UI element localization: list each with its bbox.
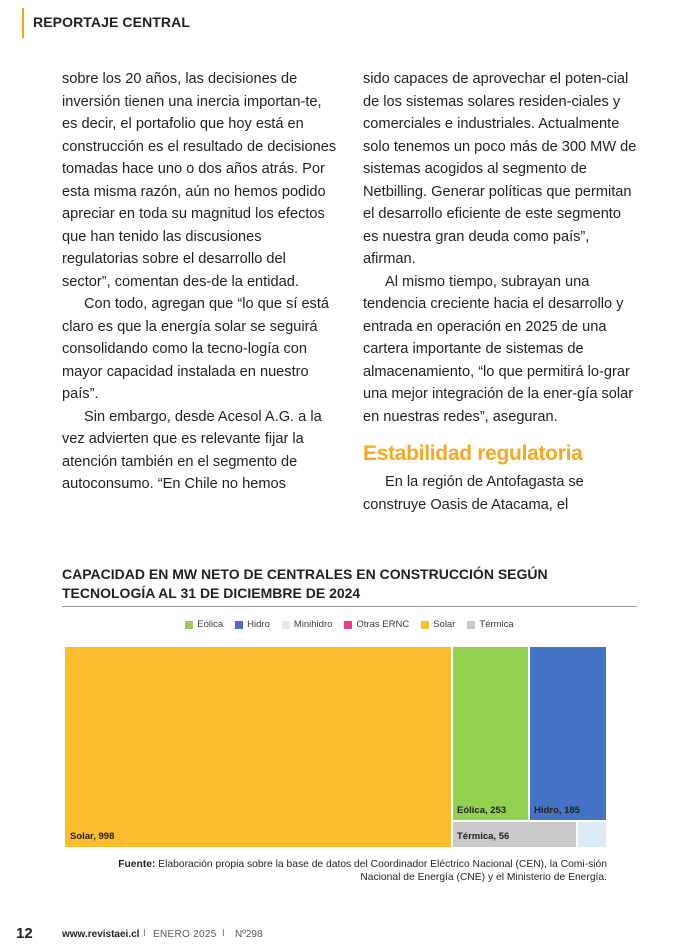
tile-label-termica: Térmica, 56 [457,831,510,842]
article-paragraph: sobre los 20 años, las decisiones de inversión tienen una inercia importan-te, es decir, el portafolio que hoy está en construcción es el resultado de decisiones tomadas hace uno o dos años atrás. Por esta misma razón, aún no hemos podido apreciar en toda su magnitud los efectos que han tenido las discusiones regulatorias sobre el desarrollo del sector”, comentan des-de la entidad. [62,71,337,290]
tile-label-eolica: Eólica, 253 [457,805,507,816]
article-subheading: Estabilidad regulatoria [363,442,583,465]
legend-swatch [344,621,352,629]
tile-label-solar: Solar, 998 [70,831,115,842]
legend-swatch [421,621,429,629]
article-paragraph: Al mismo tiempo, subrayan una tendencia creciente hacia el desarrollo y entrada en operación en 2025 de una cartera importante de sistemas de almacenamiento, “lo que permitirá lo-grar una mejor integración de la ener-gía solar en nuestras redes”, aseguran. [363,273,634,425]
legend-item-minihidro [282,619,333,630]
article-paragraph: sido capaces de aprovechar el poten-cial de los sistemas solares residen-ciales y comerciales e industriales. Actualmente solo tenemos un poco más de 300 MW de sistemas acogidos al segmento de Netbilling. Generar políticas que permitan el desarrollo eficiente de este segmento es nuestra gran deuda como país”, afirman. [363,71,637,267]
article-column-left [62,68,338,496]
treemap-tile-hidro [530,647,606,820]
treemap-tile-eolica [453,647,528,820]
chart-title: CAPACIDAD EN MW NETO DE CENTRALES EN CONSTRUCCIÓN SEGÚN TECNOLOGÍA AL 31 DE DICIEMBRE DE 2024 [62,566,548,601]
chart-legend [62,619,637,630]
legend-swatch [467,621,475,629]
legend-item-hidro [235,619,270,630]
legend-swatch [185,621,193,629]
legend-item-solar [421,619,455,630]
legend-label: Minihidro [293,619,333,630]
source-text: Elaboración propia sobre la base de datos del Coordinador Eléctrico Nacional (CEN), la Comi-sión Nacional de Energía (CNE) y el Ministerio de Energía. [158,859,607,883]
legend-item-eolica [185,619,223,630]
article-paragraph: Con todo, agregan que “lo que sí está claro es que la energía solar se seguirá consolidando como la tecno-logía con mayor capacidad instalada en nuestro país”. [62,296,330,402]
source-label: Fuente: [118,859,156,870]
article-column-right [363,68,639,516]
page-footer [0,925,692,943]
legend-label: Otras ERNC [356,619,410,630]
legend-swatch [282,621,290,629]
footer-issue: Nº298 [235,929,263,940]
legend-label: Eólica [197,619,224,630]
treemap-tile-minihidro [578,822,606,847]
footer-separator: I [143,928,146,939]
treemap-chart [65,647,606,847]
section-accent-bar [22,8,24,38]
section-label: REPORTAJE CENTRAL [33,14,191,30]
tile-label-hidro: Hidro, 185 [534,805,580,816]
chart-source [90,858,607,884]
page-number: 12 [16,925,33,942]
legend-item-termica [467,619,513,630]
footer-separator: I [222,928,225,939]
chart-divider [62,606,637,607]
treemap-tile-solar [65,647,451,847]
article-paragraph: Sin embargo, desde Acesol A.G. a la vez advierten que es relevante fijar la atención también en el segmento de autoconsumo. “En Chile no hemos [62,408,322,492]
legend-swatch [235,621,243,629]
legend-label: Térmica [479,619,514,630]
legend-label: Hidro [247,619,270,630]
footer-date: ENERO 2025 [153,929,217,940]
legend-item-otras-ernc [344,619,409,630]
article-paragraph: En la región de Antofagasta se construye Oasis de Atacama, el [363,474,584,513]
treemap-tile-termica [453,822,576,847]
footer-website-link[interactable]: www.revistaei.cl [62,929,140,940]
legend-label: Solar [433,619,456,630]
